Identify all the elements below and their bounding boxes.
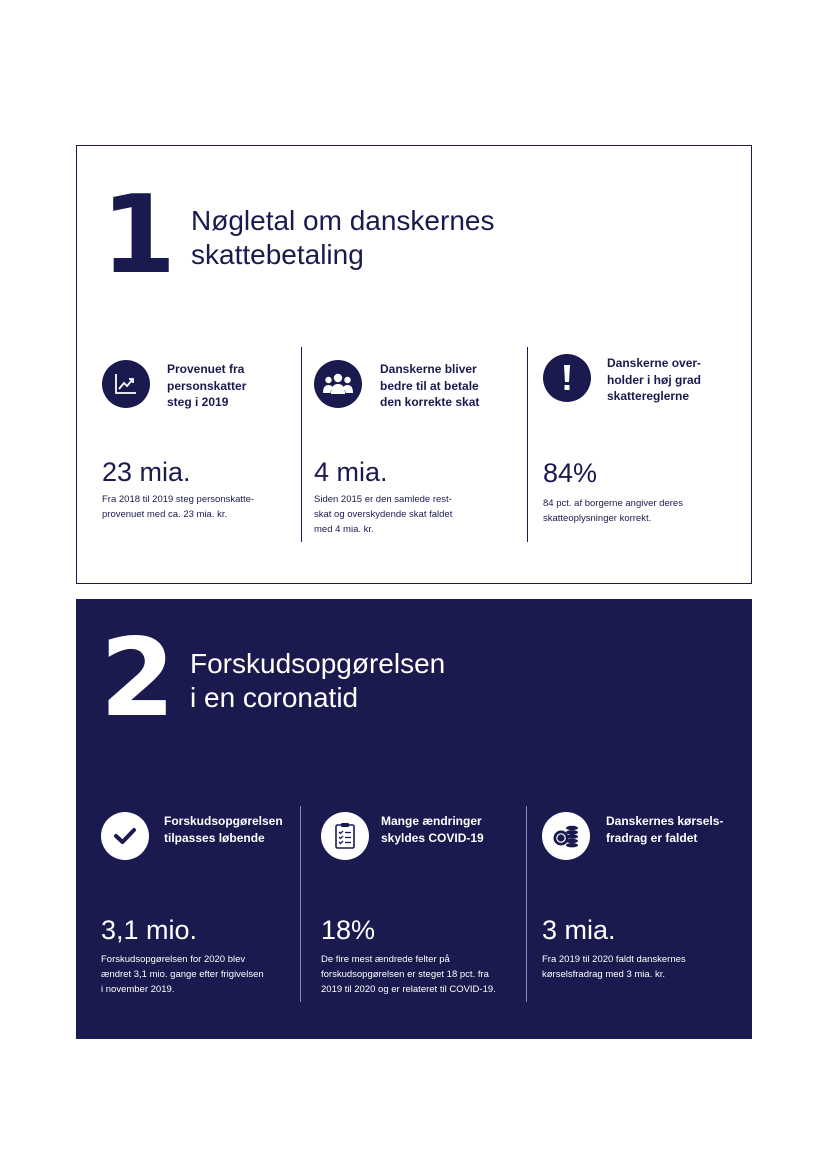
stat-heading: Danskernes kørsels- fradrag er faldet — [606, 814, 724, 845]
stat-description: De fire mest ændrede felter på forskudsopgørelsen er steget 18 pct. fra 2019 til 2020 og er relateret til COVID-19. — [321, 954, 496, 995]
stat-value: 3,1 mio. — [101, 915, 198, 945]
exclamation-icon — [543, 354, 591, 402]
stat-heading: Mange ændringer skyldes COVID-19 — [381, 814, 484, 845]
stat-description: 84 pct. af borgerne angiver deres skatteoplysninger korrekt. — [543, 498, 683, 524]
preliminary-assessment-panel — [76, 599, 752, 1039]
stat-description: Fra 2018 til 2019 steg personskatte- provenuet med ca. 23 mia. kr. — [102, 494, 255, 520]
section-number: 2 — [100, 616, 172, 741]
key-figures-panel — [76, 145, 752, 584]
stat-description: Forskudsopgørelsen for 2020 blev ændret 3,1 mio. gange efter frigivelsen i november 2019. — [101, 954, 264, 995]
stat-value: 23 mia. — [102, 457, 191, 487]
section-title: Nøgletal om danskernes skattebetaling — [191, 205, 495, 270]
checkmark-icon — [101, 812, 149, 860]
clipboard-checklist-icon — [321, 812, 369, 860]
column-divider — [300, 806, 301, 1002]
stat-description: Siden 2015 er den samlede rest- skat og overskydende skat faldet med 4 mia. kr. — [314, 494, 453, 535]
stat-heading: Forskudsopgørelsen tilpasses løbende — [164, 814, 283, 845]
column-divider — [526, 806, 527, 1002]
stat-value: 3 mia. — [542, 915, 616, 945]
column-divider — [527, 347, 528, 542]
stat-value: 84% — [543, 458, 598, 488]
stat-heading: Danskerne over- holder i høj grad skattereglerne — [607, 356, 702, 403]
stat-heading: Provenuet fra personskatter steg i 2019 — [167, 362, 247, 409]
stat-description: Fra 2019 til 2020 faldt danskernes kørselsfradrag med 3 mia. kr. — [542, 954, 686, 980]
stat-heading: Danskerne bliver bedre til at betale den korrekte skat — [380, 362, 480, 409]
trend-chart-icon — [102, 360, 150, 408]
section-title: Forskudsopgørelsen i en coronatid — [190, 648, 446, 713]
group-people-icon — [314, 360, 362, 408]
stat-value: 4 mia. — [314, 457, 388, 487]
column-divider — [301, 347, 302, 542]
coins-icon — [542, 812, 590, 860]
stat-value: 18% — [321, 915, 376, 945]
section-number: 1 — [101, 173, 173, 298]
